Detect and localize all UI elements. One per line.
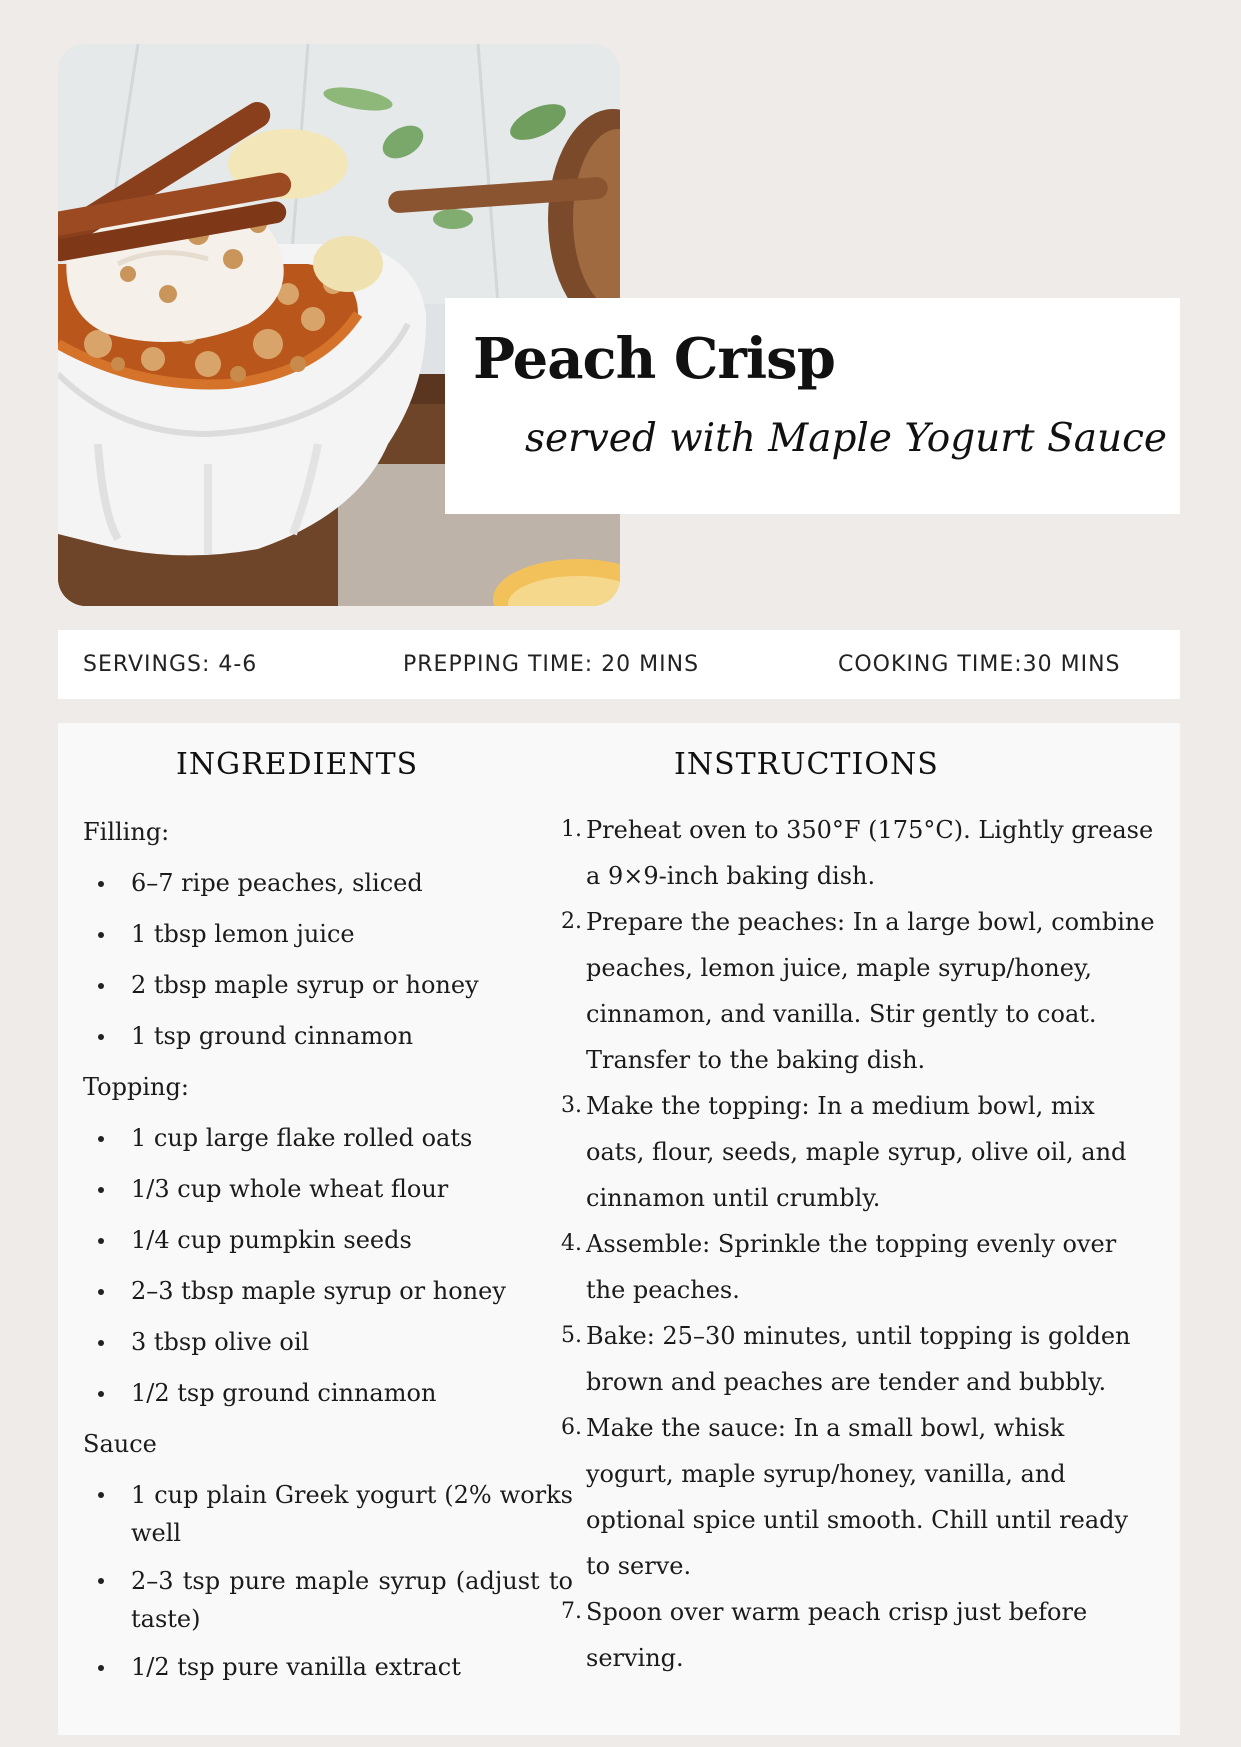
list-item [83, 1642, 573, 1693]
ingredient-text: 1/2 tsp pure vanilla extract [131, 1653, 461, 1681]
step-text: Spoon over warm peach crisp just before serving. [586, 1598, 1088, 1672]
ingredient-text: 2 tbsp maple syrup or honey [131, 971, 479, 999]
ingredients-heading: INGREDIENTS [176, 747, 419, 782]
list-item [83, 909, 573, 960]
instruction-step [548, 899, 1158, 1083]
step-text: Prepare the peaches: In a large bowl, combine peaches, lemon juice, maple syrup/honey, cinnamon, and vanilla. Stir gently to coat. Transfer to the baking dish. [586, 908, 1155, 1074]
ingredient-text: 6–7 ripe peaches, sliced [131, 869, 423, 897]
bullet-icon [98, 932, 104, 938]
instruction-step [548, 1221, 1158, 1313]
list-item [83, 1266, 573, 1317]
list-item [83, 858, 573, 909]
list-item [83, 1317, 573, 1368]
step-text: Make the topping: In a medium bowl, mix oats, flour, seeds, maple syrup, olive oil, and cinnamon until crumbly. [586, 1092, 1127, 1212]
bullet-icon [98, 1340, 104, 1346]
ingredient-text: 1/2 tsp ground cinnamon [131, 1379, 437, 1407]
list-item [83, 1215, 573, 1266]
bullet-icon [98, 1136, 104, 1142]
step-number: 5. [561, 1323, 582, 1348]
sauce-list [83, 1470, 573, 1693]
list-item [83, 1113, 573, 1164]
list-item [83, 1556, 573, 1642]
bullet-icon [98, 1289, 104, 1295]
ingredients-column [83, 807, 573, 1693]
ingredient-text: 2–3 tsp pure maple syrup (adjust to taste) [131, 1567, 573, 1633]
bullet-icon [98, 1187, 104, 1193]
bullet-icon [98, 1578, 104, 1584]
filling-list [83, 858, 573, 1062]
title-card [445, 298, 1180, 514]
recipe-stats-bar [58, 630, 1180, 699]
instructions-column [548, 807, 1158, 1681]
step-number: 7. [561, 1599, 582, 1624]
list-item [83, 1164, 573, 1215]
ingredient-text: 1 tsp ground cinnamon [131, 1022, 414, 1050]
instruction-step [548, 807, 1158, 899]
ingredient-text: 1 tbsp lemon juice [131, 920, 355, 948]
page-subtitle: served with Maple Yogurt Sauce [525, 416, 1167, 461]
servings-stat: SERVINGS: 4-6 [83, 652, 258, 677]
bullet-icon [98, 1034, 104, 1040]
bullet-icon [98, 983, 104, 989]
step-text: Make the sauce: In a small bowl, whisk yogurt, maple syrup/honey, vanilla, and optional spice until smooth. Chill until ready to serve. [586, 1414, 1129, 1580]
instruction-step [548, 1405, 1158, 1589]
step-number: 6. [561, 1415, 582, 1440]
ingredient-text: 1 cup large flake rolled oats [131, 1124, 473, 1152]
cook-time-stat: COOKING TIME:30 MINS [838, 652, 1121, 677]
ingredient-text: 3 tbsp olive oil [131, 1328, 310, 1356]
ingredient-text: 1/4 cup pumpkin seeds [131, 1226, 412, 1254]
bullet-icon [98, 1665, 104, 1671]
bullet-icon [98, 1391, 104, 1397]
prep-time-stat: PREPPING TIME: 20 MINS [403, 652, 700, 677]
ingredient-text: 1 cup plain Greek yogurt (2% works well [131, 1481, 573, 1547]
step-text: Bake: 25–30 minutes, until topping is golden brown and peaches are tender and bubbly. [586, 1322, 1131, 1396]
bullet-icon [98, 1492, 104, 1498]
step-number: 3. [561, 1093, 582, 1118]
step-number: 2. [561, 909, 582, 934]
page-title: Peach Crisp [473, 326, 835, 392]
filling-label: Filling: [83, 818, 170, 846]
instruction-step [548, 1083, 1158, 1221]
topping-list [83, 1113, 573, 1419]
instructions-heading: INSTRUCTIONS [674, 747, 939, 782]
recipe-content-card [58, 723, 1180, 1735]
list-item [83, 1011, 573, 1062]
step-number: 1. [561, 817, 582, 842]
instruction-step [548, 1313, 1158, 1405]
ingredient-text: 2–3 tbsp maple syrup or honey [131, 1277, 506, 1305]
list-item [83, 960, 573, 1011]
bullet-icon [98, 881, 104, 887]
topping-label: Topping: [83, 1073, 189, 1101]
sauce-label: Sauce [83, 1430, 157, 1458]
bullet-icon [98, 1238, 104, 1244]
list-item [83, 1368, 573, 1419]
list-item [83, 1470, 573, 1556]
step-number: 4. [561, 1231, 582, 1256]
ingredient-text: 1/3 cup whole wheat flour [131, 1175, 449, 1203]
instruction-step [548, 1589, 1158, 1681]
step-text: Preheat oven to 350°F (175°C). Lightly grease a 9×9-inch baking dish. [586, 816, 1154, 890]
step-text: Assemble: Sprinkle the topping evenly over the peaches. [586, 1230, 1117, 1304]
